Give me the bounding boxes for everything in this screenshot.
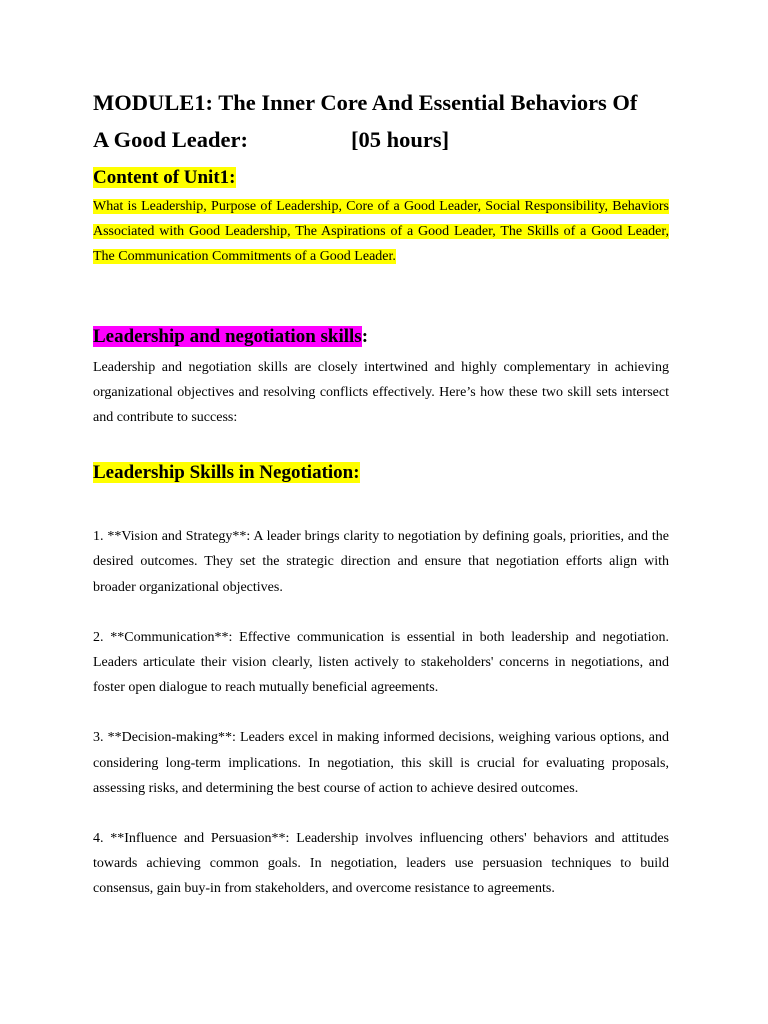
unit-heading [93, 164, 669, 191]
section-heading-negotiation-skills [93, 323, 669, 350]
module-title-line2 [93, 121, 669, 158]
module-title-subject: A Good Leader: [93, 127, 248, 152]
section2-heading-text: Leadership Skills in Negotiation: [93, 462, 360, 484]
section-heading-leadership-in-negotiation [93, 459, 669, 486]
document-page [93, 84, 669, 902]
module-hours: [05 hours] [351, 127, 450, 152]
unit-content-text: What is Leadership, Purpose of Leadership, Core of a Good Leader, Social Responsibility, Behaviors Associated with Good Leadership, The Aspirations of a Good Leader, The Skills of a Good Leader, The Communication Commitments of a Good Leader. [93, 199, 669, 265]
section1-paragraph: Leadership and negotiation skills are closely intertwined and highly complementary in achieving organizational objectives and resolving conflicts effectively. Here’s how these two skill sets intersect and contribute to success: [93, 359, 669, 426]
list-item: 4. **Influence and Persuasion**: Leadership involves influencing others' behaviors and attitudes towards achieving common goals. In negotiation, leaders use persuasion techniques to build consensus, gain buy-in from stakeholders, and overcome resistance to agreements. [93, 831, 669, 897]
list-item: 2. **Communication**: Effective communication is essential in both leadership and negotiation. Leaders articulate their vision clearly, listen actively to stakeholders' concerns in negotiations, and foster open dialogue to reach mutually beneficial agreements. [93, 629, 669, 696]
module-title-line1: MODULE1: The Inner Core And Essential Behaviors Of [93, 90, 638, 115]
unit-heading-text: Content of Unit1: [93, 167, 236, 188]
unit-content [93, 194, 669, 270]
section-heading-suffix: : [361, 325, 369, 347]
section-heading-text: Leadership and negotiation skills [93, 325, 362, 347]
list-item: 1. **Vision and Strategy**: A leader brings clarity to negotiation by defining goals, priorities, and the desired outcomes. They set the strategic direction and ensure that negotiation efforts align with broader organizational objectives. [93, 529, 669, 595]
list-item: 3. **Decision-making**: Leaders excel in making informed decisions, weighing various options, and considering long-term implications. In negotiation, this skill is crucial for evaluating proposals, assessing risks, and determining the best course of action to achieve desired outcomes. [93, 730, 669, 796]
